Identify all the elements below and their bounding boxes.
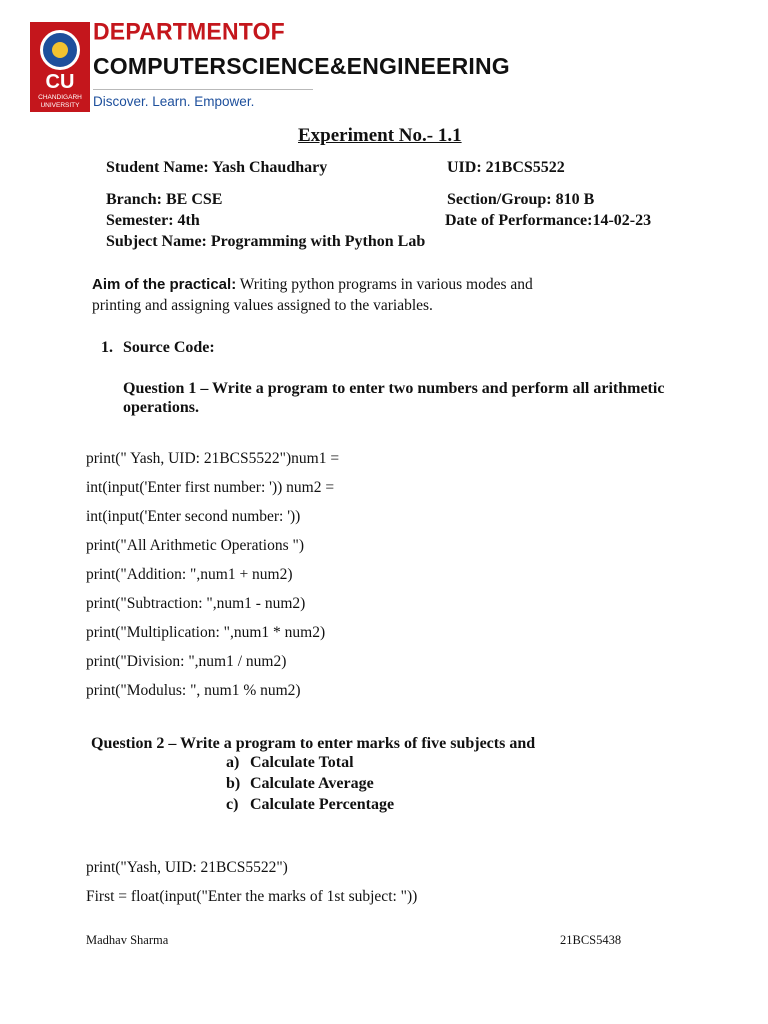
branch: Branch: BE CSE: [106, 191, 223, 208]
question-2-item-marker-b: b): [226, 775, 241, 792]
code-line: print("Division: ",num1 / num2): [86, 653, 287, 670]
seal-icon: [40, 30, 80, 70]
logo-subtext: CHANDIGARH UNIVERSITY: [38, 94, 82, 109]
university-logo: [30, 22, 90, 112]
code-line: print(" Yash, UID: 21BCS5522")num1 =: [86, 450, 340, 467]
question-2-item-marker-c: c): [226, 796, 239, 813]
department-line-2: COMPUTERSCIENCE&ENGINEERING: [93, 53, 510, 79]
logo-text: CU: [45, 71, 75, 93]
code-line: print("Addition: ",num1 + num2): [86, 566, 293, 583]
question-2-item-a: Calculate Total: [250, 754, 354, 771]
date-of-performance: Date of Performance:14-02-23: [445, 212, 652, 229]
aim-label: Aim of the practical:: [92, 276, 237, 293]
footer-name: Madhav Sharma: [86, 933, 169, 947]
aim-line-2: printing and assigning values assigned to the variables.: [92, 297, 433, 314]
question-2-item-marker-a: a): [226, 754, 240, 771]
question-2-line-1: Question 2 – Write a program to enter marks of five subjects and: [91, 735, 536, 752]
code-line: First = float(input("Enter the marks of 1st subject: ")): [86, 888, 418, 905]
code-line: print("Subtraction: ",num1 - num2): [86, 595, 306, 612]
experiment-title: Experiment No.- 1.1: [298, 125, 462, 146]
question-2-item-b: Calculate Average: [250, 775, 374, 792]
aim-text-1: Writing python programs in various modes and: [236, 276, 533, 293]
uid: UID: 21BCS5522: [447, 159, 565, 176]
question-1-line-1: Question 1 – Write a program to enter two numbers and perform all arithmetic: [123, 380, 665, 397]
department-line-1: DEPARTMENTOF: [93, 17, 285, 45]
student-name: Student Name: Yash Chaudhary: [106, 159, 328, 176]
code-line: print("All Arithmetic Operations "): [86, 537, 304, 554]
code-line: print("Multiplication: ",num1 * num2): [86, 624, 326, 641]
code-line: int(input('Enter first number: ')) num2 =: [86, 479, 335, 496]
footer-uid: 21BCS5438: [560, 933, 622, 947]
code-line: print("Modulus: ", num1 % num2): [86, 682, 301, 699]
header-divider: [93, 89, 313, 90]
question-1-line-2: operations.: [123, 399, 199, 416]
subject-name: Subject Name: Programming with Python Lab: [106, 233, 426, 250]
semester: Semester: 4th: [106, 212, 200, 229]
aim-line-1: [92, 276, 533, 294]
section-group: Section/Group: 810 B: [447, 191, 595, 208]
tagline: Discover. Learn. Empower.: [93, 94, 255, 109]
source-code-number: 1.: [101, 339, 113, 356]
question-2-item-c: Calculate Percentage: [250, 796, 395, 813]
source-code-heading: Source Code:: [123, 339, 215, 356]
code-line: int(input('Enter second number: ')): [86, 508, 301, 525]
code-line: print("Yash, UID: 21BCS5522"): [86, 859, 288, 876]
